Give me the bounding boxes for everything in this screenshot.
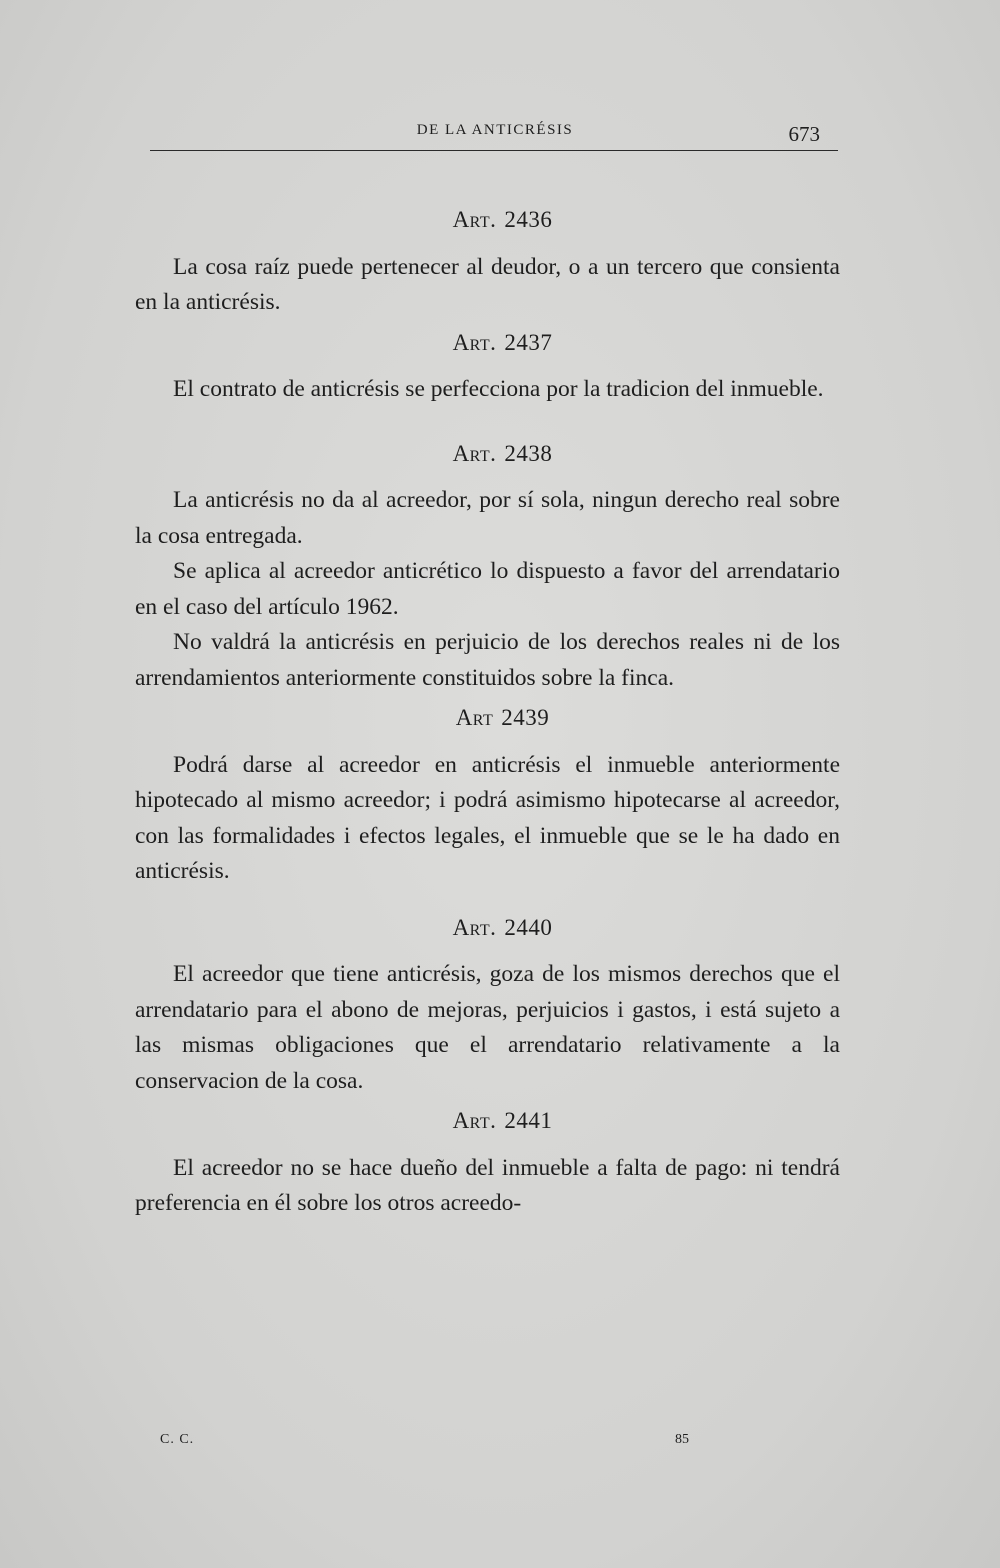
article-2441 — [135, 1103, 840, 1222]
article-heading — [135, 436, 840, 472]
article-label: Art — [455, 705, 494, 730]
article-2437 — [135, 325, 840, 408]
article-number: 2438 — [504, 440, 553, 466]
article-heading — [135, 325, 840, 361]
article-label: Art. — [452, 207, 497, 232]
article-label: Art. — [452, 440, 497, 466]
article-number: 2436 — [504, 207, 553, 232]
article-number: 2437 — [504, 329, 553, 355]
signature-mark: C. C. — [160, 1432, 195, 1447]
article-label: Art. — [452, 1108, 497, 1133]
article-label: Art. — [452, 914, 497, 940]
article-heading — [135, 910, 840, 946]
running-title: DE LA ANTICRÉSIS — [416, 122, 574, 138]
article-paragraph: Podrá darse al acreedor en anticrésis el inmueble anteriormente hipotecado al mismo acreedor; i podrá asimismo hipotecarse al acreedor, con las formalidades i efectos legales, el inmueble que se le ha dado en anticrésis. — [135, 751, 840, 884]
article-paragraph: Se aplica al acreedor anticrético lo dispuesto a favor del arrendatario en el caso del artículo 1962. — [135, 558, 840, 620]
article-paragraph: El acreedor que tiene anticrésis, goza de los mismos derechos que el arrendatario para el abono de mejoras, perjuicios i gastos, i está sujeto a las mismas obligaciones que el arrendatario relativamente a la conservacion de la cosa. — [135, 961, 840, 1094]
article-label: Art. — [452, 329, 497, 355]
article-heading — [135, 1103, 840, 1139]
page-footer — [150, 1432, 750, 1456]
article-number: 2439 — [501, 705, 550, 730]
article-number: 2441 — [504, 1108, 553, 1133]
header-rule — [150, 150, 838, 151]
article-heading — [135, 700, 840, 736]
article-2440 — [135, 910, 840, 1100]
article-heading — [135, 202, 840, 238]
article-2439 — [135, 700, 840, 890]
sheet-number: 85 — [675, 1432, 689, 1447]
article-paragraph: La cosa raíz puede pertenecer al deudor, o a un tercero que consienta en la anticrésis. — [135, 253, 840, 315]
article-paragraph: El acreedor no se hace dueño del inmueble a falta de pago: ni tendrá preferencia en él sobre los otros acreedo- — [135, 1154, 840, 1216]
article-number: 2440 — [504, 914, 553, 940]
article-2438 — [135, 436, 840, 697]
running-head — [150, 118, 840, 148]
article-paragraph: El contrato de anticrésis se perfecciona por la tradicion del inmueble. — [173, 376, 824, 402]
article-paragraph: La anticrésis no da al acreedor, por sí sola, ningun derecho real sobre la cosa entregada. — [135, 487, 840, 549]
page-number: 673 — [788, 122, 820, 146]
article-paragraph: No valdrá la anticrésis en perjuicio de los derechos reales ni de los arrendamientos anteriormente constituidos sobre la finca. — [135, 629, 840, 691]
body-text — [135, 198, 840, 1222]
article-2436 — [135, 202, 840, 321]
